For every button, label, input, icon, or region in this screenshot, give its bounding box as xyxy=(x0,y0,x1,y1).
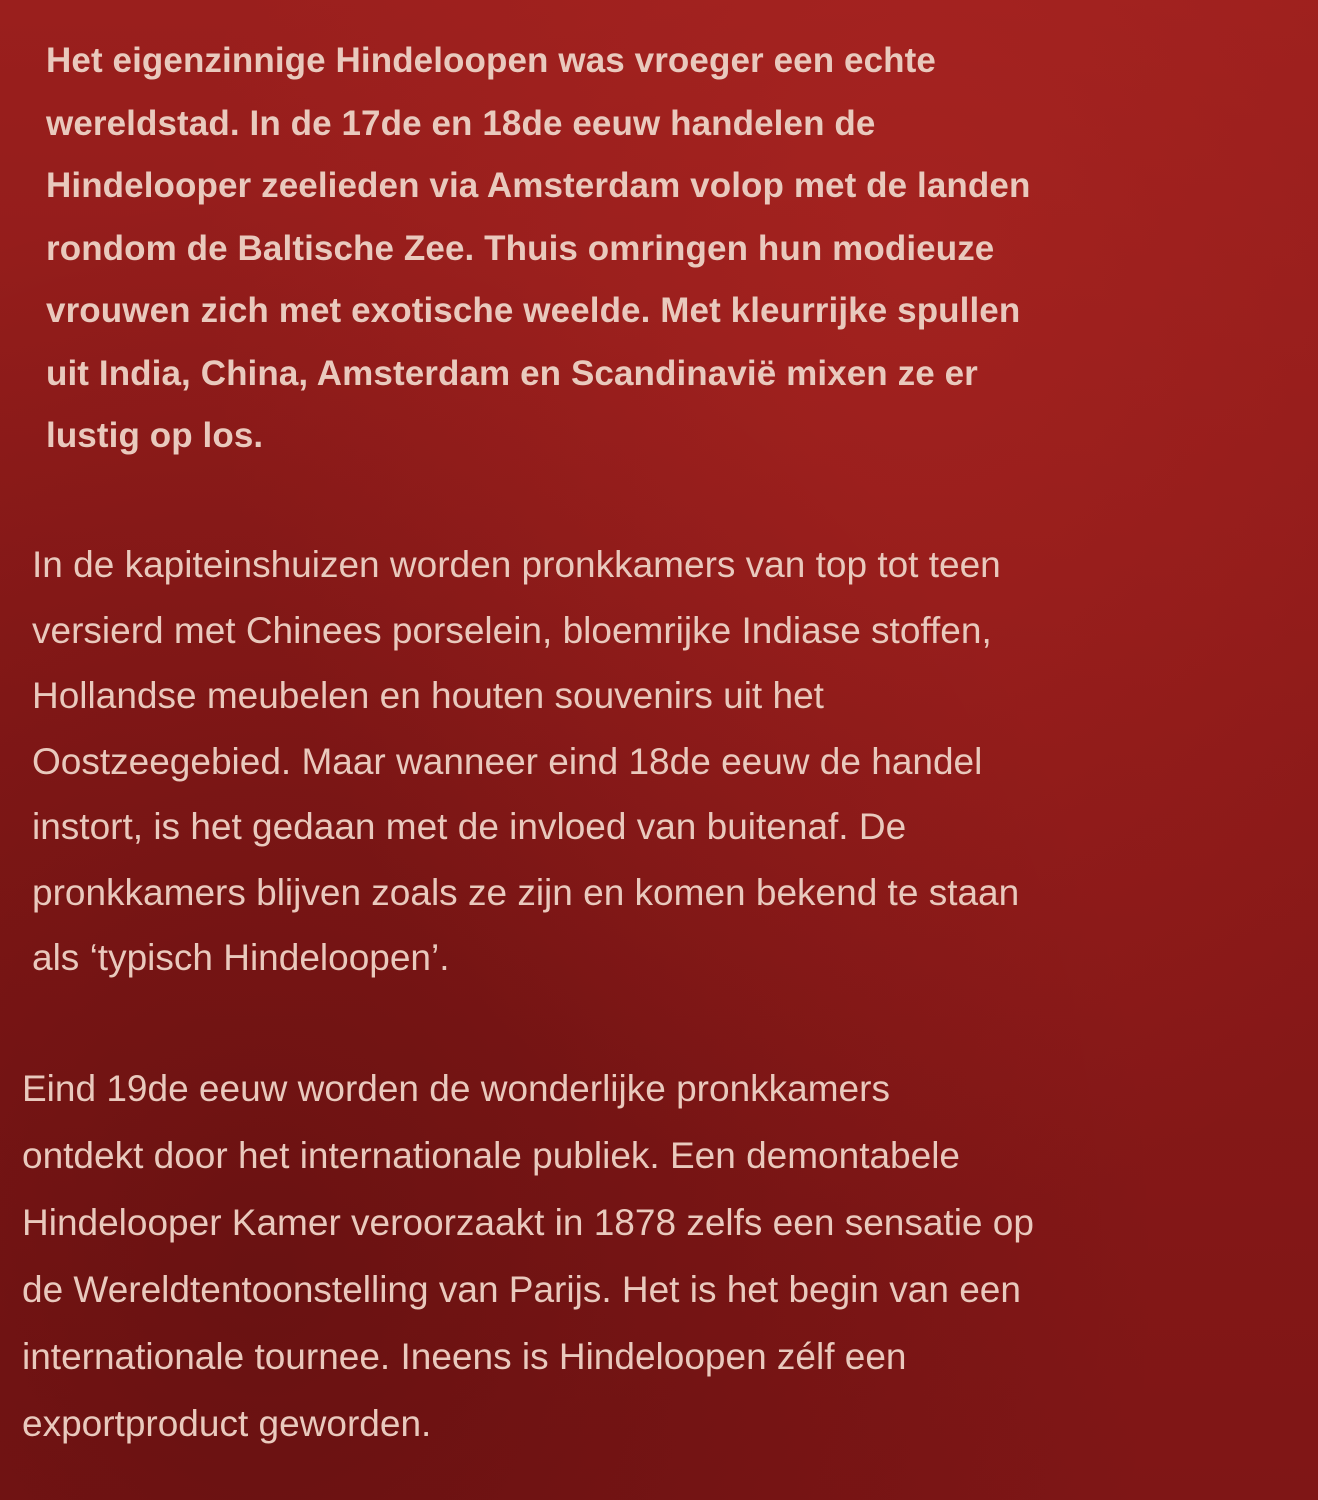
text-line: als ‘typisch Hindeloopen’. xyxy=(32,937,450,978)
text-line: Eind 19de eeuw worden de wonderlijke pronkkamers xyxy=(22,1068,890,1109)
text-line: Hindelooper zeelieden via Amsterdam volop met de landen xyxy=(46,166,1031,205)
paragraph-intro xyxy=(46,30,1030,468)
text-line: ontdekt door het internationale publiek. Een demontabele xyxy=(22,1135,961,1176)
text-line: instort, is het gedaan met de invloed van buitenaf. De xyxy=(32,806,907,847)
text-line: lustig op los. xyxy=(46,416,264,455)
text-line: uit India, China, Amsterdam en Scandinavië mixen ze er xyxy=(46,353,978,393)
text-line: Oostzeegebied. Maar wanneer eind 18de eeuw de handel xyxy=(32,740,983,782)
text-line: versierd met Chinees porselein, bloemrijke Indiase stoffen, xyxy=(32,609,992,651)
text-line: de Wereldtentoonstelling van Parijs. Het is het begin van een xyxy=(22,1269,1021,1310)
text-line: exportproduct geworden. xyxy=(22,1403,432,1444)
text-line: Hindelooper Kamer veroorzaakt in 1878 zelfs een sensatie op xyxy=(22,1202,1034,1243)
paragraph-export xyxy=(22,1055,1034,1457)
text-line: Het eigenzinnige Hindeloopen was vroeger een echte xyxy=(46,41,936,80)
text-line: pronkkamers blijven zoals ze zijn en komen bekend te staan xyxy=(32,871,1020,913)
text-line: internationale tournee. Ineens is Hindeloopen zélf een xyxy=(22,1336,907,1377)
text-line: rondom de Baltische Zee. Thuis omringen hun modieuze xyxy=(46,228,995,268)
text-line: wereldstad. In de 17de en 18de eeuw handelen de xyxy=(46,103,876,143)
text-line: In de kapiteinshuizen worden pronkkamers van top tot teen xyxy=(32,544,1001,585)
paragraph-pronkkamers xyxy=(32,532,1019,991)
text-line: vrouwen zich met exotische weelde. Met kleurrijke spullen xyxy=(46,291,1021,330)
text-line: Hollandse meubelen en houten souvenirs uit het xyxy=(32,675,824,716)
